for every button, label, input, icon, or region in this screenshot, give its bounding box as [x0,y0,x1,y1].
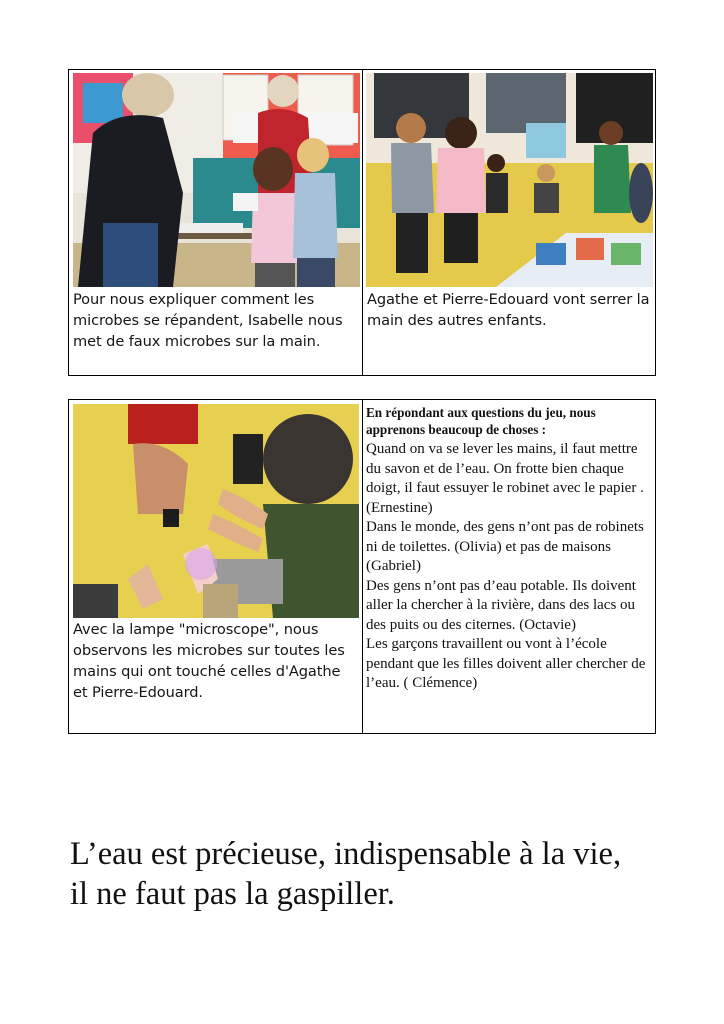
quote-clemence: Les garçons travaillent ou vont à l’école pendant que les filles doivent aller chercher de l’eau. ( Clémence) [366,636,646,691]
quote-olivia-gabriel: Dans le monde, des gens n’ont pas de robinets ni de toilettes. (Olivia) et pas de maisons (Gabriel) [366,519,644,574]
closing-line-2: il ne faut pas la gaspiller. [70,876,395,912]
caption-handshake: Agathe et Pierre-Edouard vont serrer la main des autres enfants. [367,291,650,329]
photo-isabelle-microbes [73,73,360,287]
closing-statement [70,834,670,914]
photo-handshake [366,73,653,287]
quotes-intro: En répondant aux questions du jeu, nous apprenons beaucoup de choses : [366,405,596,437]
children-quotes [366,404,656,694]
photo-uv-lamp [73,404,359,618]
caption-uv-lamp: Avec la lampe "microscope", nous observons les microbes sur toutes les mains qui ont touché celles d'Agathe et Pierre-Edouard. [73,621,345,701]
quote-ernestine: Quand on va se lever les mains, il faut mettre du savon et de l’eau. On frotte bien chaque doigt, il faut essuyer le robinet avec le papier . (Ernestine) [366,441,644,516]
quote-octavie: Des gens n’ont pas d’eau potable. Ils doivent aller la chercher à la rivière, dans des lacs ou des puits ou des citernes. (Octavie) [366,577,636,633]
caption-isabelle: Pour nous expliquer comment les microbes se répandent, Isabelle nous met de faux microbes sur la main. [73,291,343,350]
table-divider [362,400,363,733]
closing-line-1: L’eau est précieuse, indispensable à la vie, [70,836,622,872]
photo-table-1 [68,69,656,376]
table-divider [362,70,363,375]
